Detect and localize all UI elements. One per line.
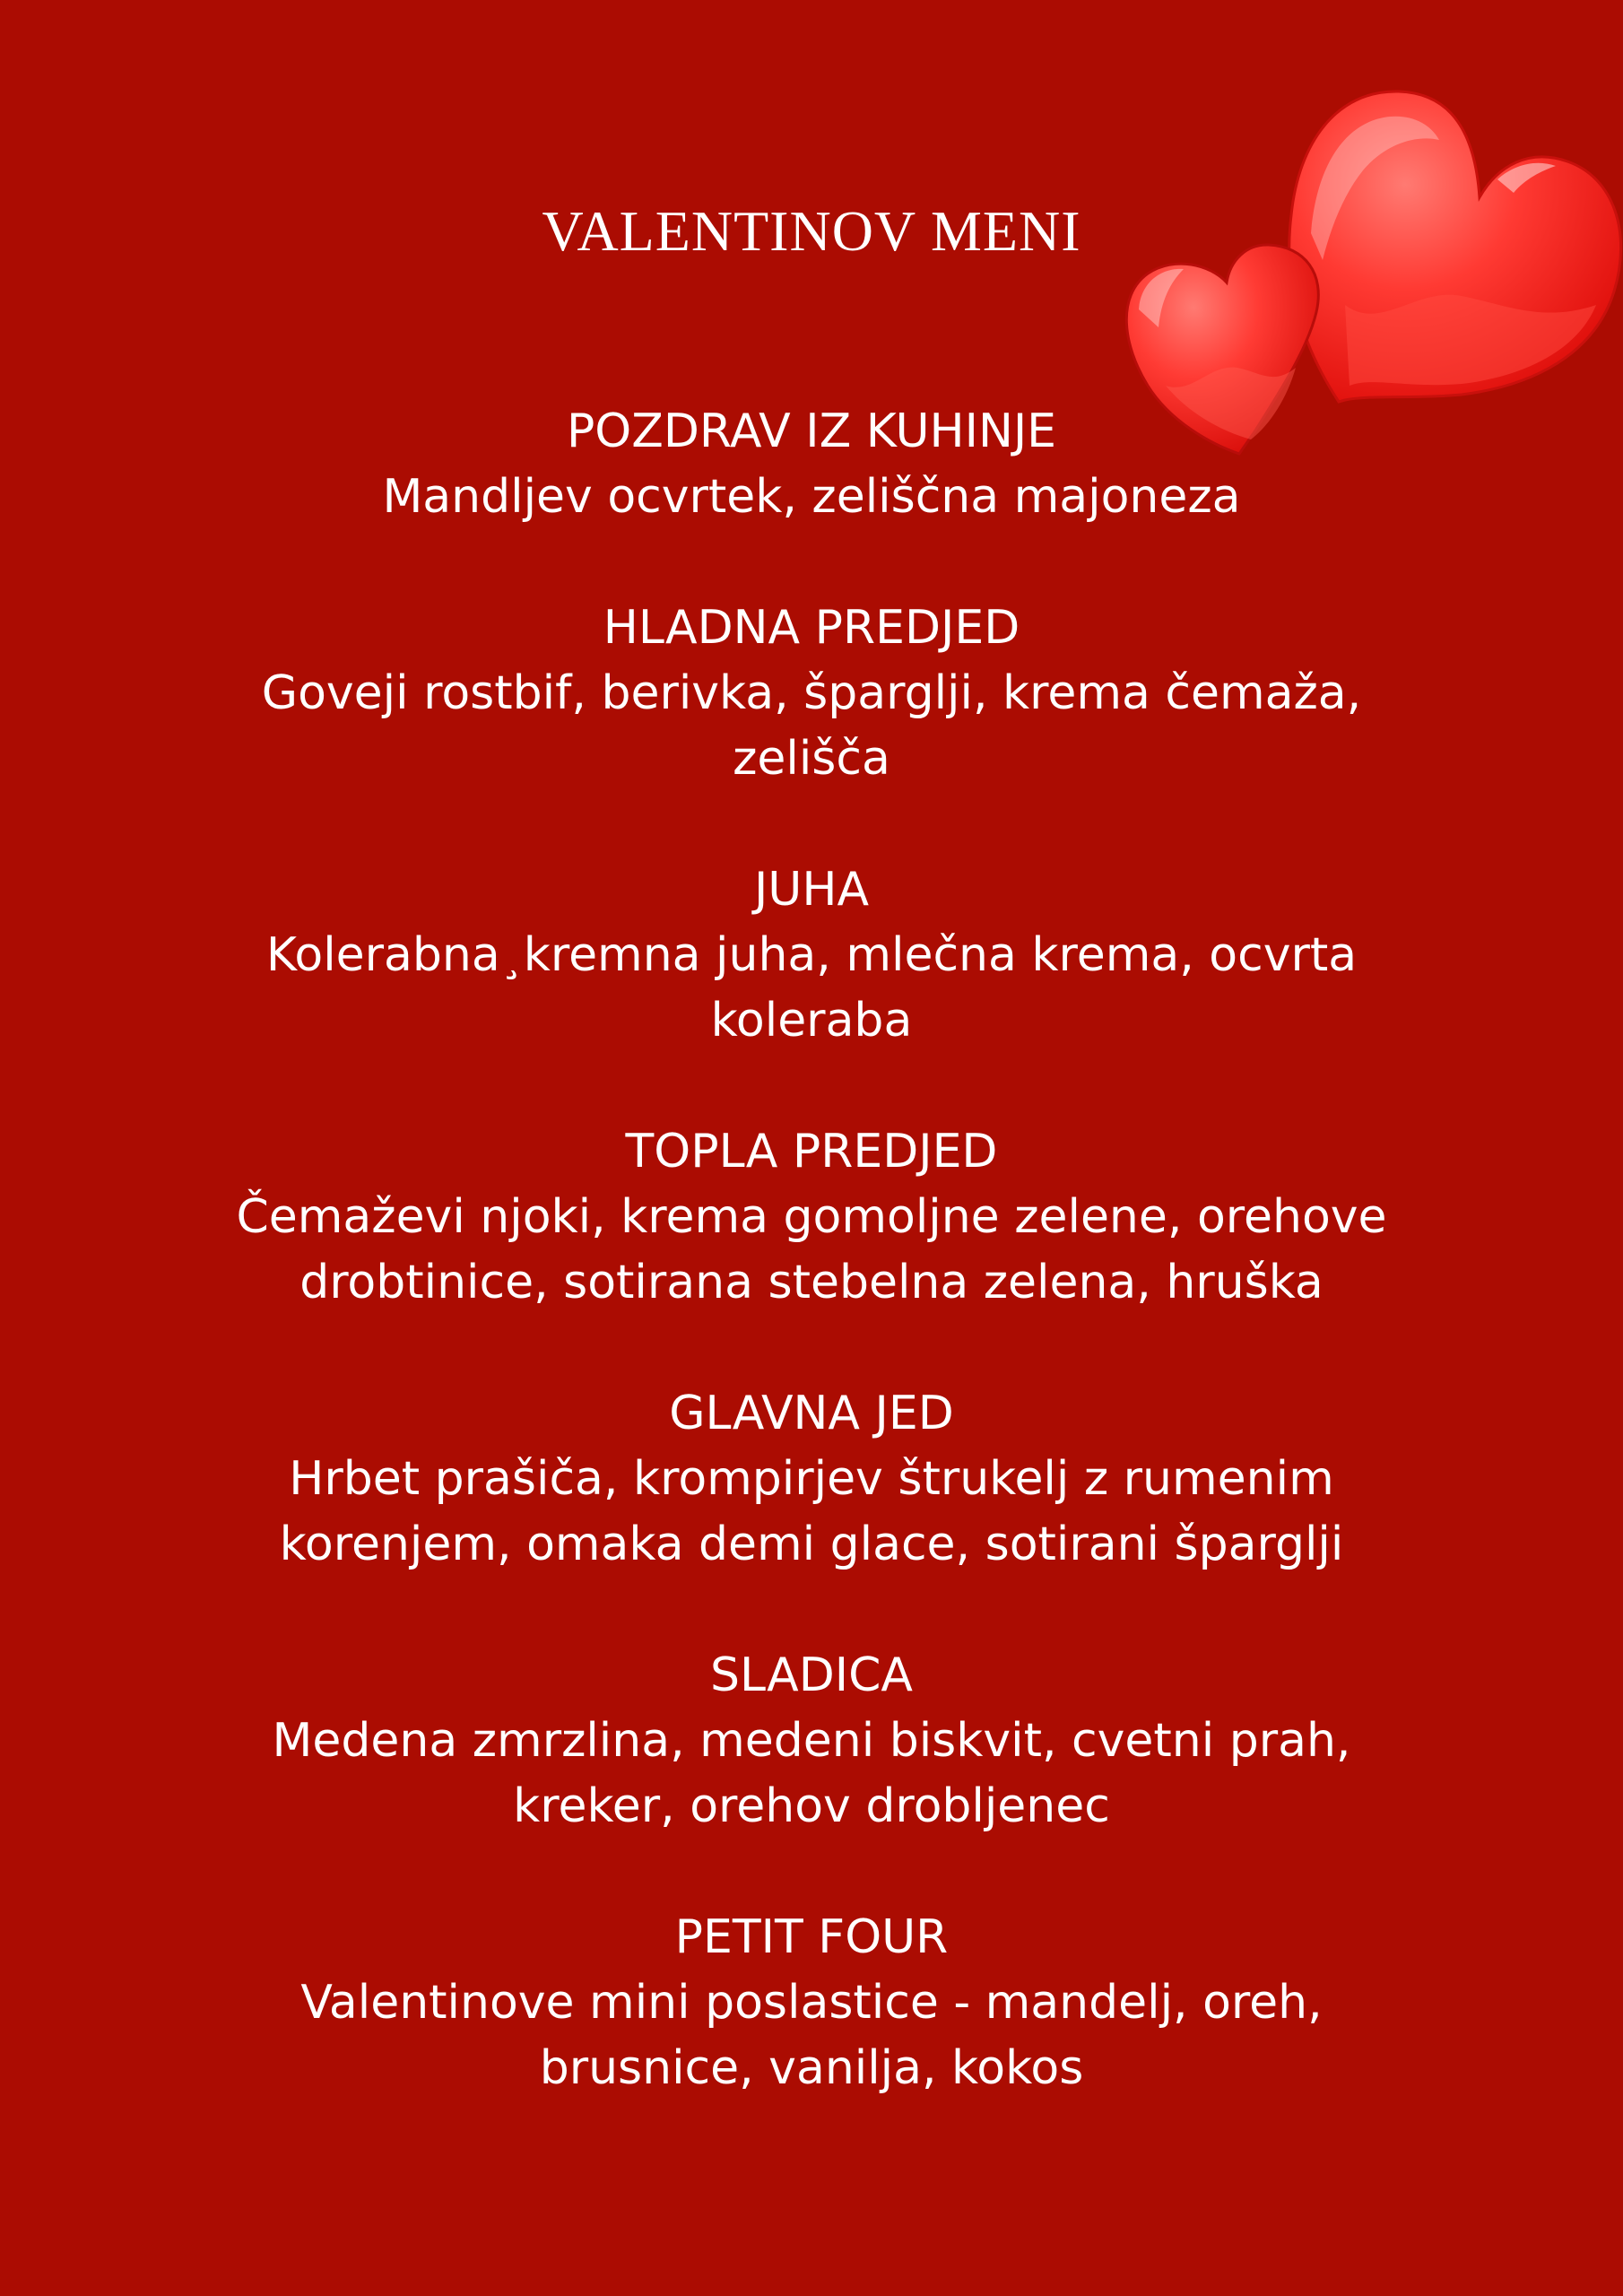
- course-name: POZDRAV IZ KUHINJE: [566, 404, 1057, 458]
- course-item: [184, 399, 1439, 530]
- menu-title: VALENTINOV MENI: [542, 199, 1081, 263]
- course-description: Goveji rostbif, berivka, šparglji, krema čemaža, zelišča: [261, 666, 1362, 786]
- large-heart-icon: [1289, 91, 1621, 402]
- course-name: GLAVNA JED: [669, 1387, 954, 1440]
- course-name: PETIT FOUR: [674, 1910, 949, 1964]
- menu-courses: [0, 399, 1623, 2101]
- course-item: [247, 1643, 1376, 1839]
- course-name: TOPLA PREDJED: [625, 1125, 998, 1178]
- course-item: [273, 1905, 1350, 2101]
- course-name: SLADICA: [709, 1648, 913, 1702]
- course-description: Medena zmrzlina, medeni biskvit, cvetni prah, kreker, orehov drobljenec: [272, 1714, 1351, 1833]
- course-description: Čemaževi njoki, krema gomoljne zelene, orehove drobtinice, sotirana stebelna zelena, hruška: [236, 1190, 1387, 1309]
- course-item: [247, 857, 1376, 1054]
- course-description: Hrbet prašiča, krompirjev štrukelj z rumenim korenjem, omaka demi glace, sotirani šparglji: [279, 1452, 1344, 1571]
- course-name: JUHA: [753, 863, 870, 917]
- course-name: HLADNA PREDJED: [603, 601, 1020, 655]
- course-description: Kolerabna¸kremna juha, mlečna krema, ocvrta koleraba: [265, 928, 1358, 1048]
- course-item: [247, 596, 1376, 792]
- course-description: Valentinove mini poslastice - mandelj, oreh, brusnice, vanilja, kokos: [300, 1976, 1323, 2095]
- course-description: Mandljev ocvrtek, zeliščna majoneza: [382, 470, 1241, 524]
- course-item: [211, 1119, 1412, 1316]
- course-item: [247, 1381, 1376, 1578]
